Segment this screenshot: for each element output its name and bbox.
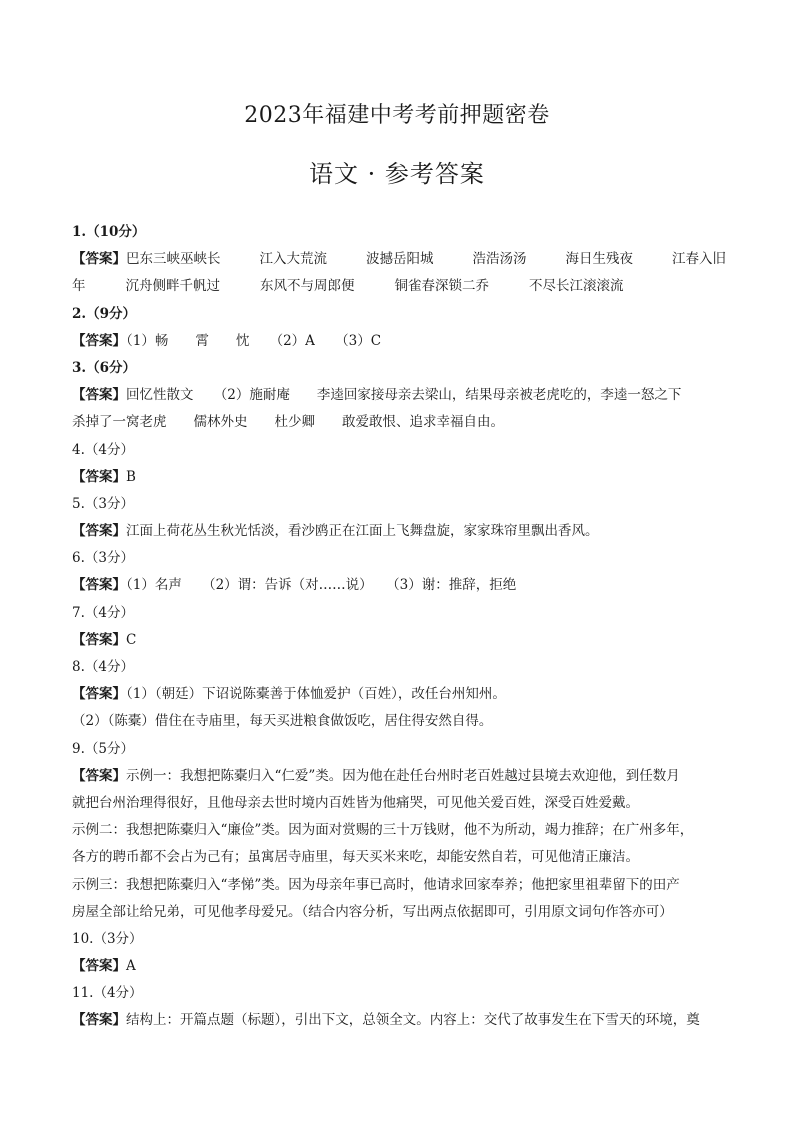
answer-tag: 【答案】 (72, 1012, 126, 1029)
answer-text: A (126, 958, 136, 975)
q1-item: 浩浩汤汤 (472, 251, 527, 268)
question-9-header: 9.（5分） (72, 740, 134, 757)
question-9-answer (72, 763, 732, 790)
question-4-header: 4.（4分） (72, 441, 134, 458)
answer-tag: 【答案】 (72, 523, 126, 540)
answer-text: （1）畅 霄 忱 （2）A （3）C (126, 332, 382, 349)
question-6-header: 6.（3分） (72, 550, 134, 567)
question-8-answer-cont: （2）（陈橐）借住在寺庙里，每天买进粮食做饭吃，居住得安然自得。 (72, 713, 493, 730)
answer-tag: 【答案】 (72, 251, 126, 268)
question-1-answer-row-2 (72, 273, 732, 300)
q1-item: 江入大荒流 (259, 251, 327, 268)
answer-tag: 【答案】 (72, 577, 126, 594)
question-3-answer-cont: 杀掉了一窝老虎 儒林外史 杜少卿 敢爱敢恨、追求幸福自由。 (72, 414, 504, 431)
question-5-answer (72, 518, 732, 545)
question-5-header: 5.（3分） (72, 495, 134, 512)
question-9-answer-cont: 就把台州治理得很好，且他母亲去世时境内百姓皆为他痛哭，可见他关爱百姓，深受百姓爱戴。 (72, 794, 639, 811)
answer-tag: 【答案】 (72, 468, 126, 485)
question-3-header: 3.（6分） (72, 359, 136, 376)
answer-text: 结构上：开篇点题（标题），引出下文，总领全文。内容上：交代了故事发生在下雪天的环境，奠 (126, 1012, 700, 1029)
question-1-answer-row-1 (72, 246, 732, 273)
question-8-header: 8.（4分） (72, 659, 134, 675)
answer-tag: 【答案】 (72, 387, 126, 404)
answer-tag: 【答案】 (72, 767, 126, 784)
answer-text: C (126, 631, 137, 648)
q1-item: 波撼岳阳城 (366, 251, 434, 268)
answer-content (72, 219, 732, 1035)
answer-text: 回忆性散文 （2）施耐庵 李逵回家接母亲去梁山，结果母亲被老虎吃的，李逵一怒之下 (126, 387, 682, 404)
question-9-answer-cont: 示例三：我想把陈橐归入“孝悌”类。因为母亲年事已高时，他请求回家奉养；他把家里祖辈留下的田产 (72, 876, 680, 893)
question-3-answer (72, 382, 732, 409)
question-10-answer (72, 953, 732, 980)
answer-text: B (126, 468, 136, 485)
answer-tag: 【答案】 (72, 631, 126, 648)
question-8-answer (72, 681, 732, 708)
q1-item: 海日生残夜 (565, 251, 633, 268)
q1-item: 巴东三峡巫峡长 (126, 251, 221, 268)
question-7-header: 7.（4分） (72, 604, 134, 621)
question-9-answer-cont: 房屋全部让给兄弟，可见他孝母爱兄。（结合内容分析，写出两点依据即可，引用原文词句作答亦可） (72, 903, 673, 920)
question-9-answer-cont: 各方的聘币都不会占为己有；虽寓居寺庙里，每天买米来吃，却能安然自若，可见他清正廉洁。 (72, 849, 639, 866)
answer-tag: 【答案】 (72, 332, 126, 349)
q1-item: 东风不与周郎便 (260, 278, 355, 295)
question-1-header: 1.（10分） (72, 224, 146, 240)
q1-item: 江春入旧 (672, 251, 726, 268)
answer-text: 江面上荷花丛生秋光恬淡，看沙鸥正在江面上飞舞盘旋，家家珠帘里飘出香风。 (126, 523, 599, 540)
question-7-answer (72, 627, 732, 654)
answer-text: （1）名声 （2）谓：告诉（对……说） （3）谢：推辞，拒绝 (126, 577, 517, 594)
question-10-header: 10.（3分） (72, 930, 143, 947)
question-6-answer (72, 572, 732, 599)
question-11-header: 11.（4分） (72, 985, 143, 1002)
question-4-answer (72, 464, 732, 491)
q1-item: 沉舟侧畔千帆过 (125, 278, 220, 295)
q1-item: 铜雀春深锁二乔 (394, 278, 489, 295)
question-2-header: 2.（9分） (72, 305, 136, 322)
question-2-answer (72, 328, 732, 355)
document-title: 2023年福建中考考前押题密卷 (244, 103, 550, 128)
answer-tag: 【答案】 (72, 958, 126, 975)
answer-text: （1）（朝廷）下诏说陈橐善于体恤爱护（百姓），改任台州知州。 (126, 686, 506, 703)
answer-tag: 【答案】 (72, 686, 126, 703)
question-9-answer-cont: 示例二：我想把陈橐归入“廉俭”类。因为面对赏赐的三十万钱财，他不为所动，竭力推辞；在广州多年， (72, 822, 694, 839)
document-subtitle: 语文 · 参考答案 (309, 160, 485, 188)
answer-text: 示例一：我想把陈橐归入“仁爱”类。因为他在赴任台州时老百姓越过县境去欢迎他，到任数月 (126, 767, 680, 784)
question-11-answer (72, 1007, 732, 1034)
q1-item: 不尽长江滚滚流 (529, 278, 624, 295)
q1-item: 年 (72, 278, 86, 295)
